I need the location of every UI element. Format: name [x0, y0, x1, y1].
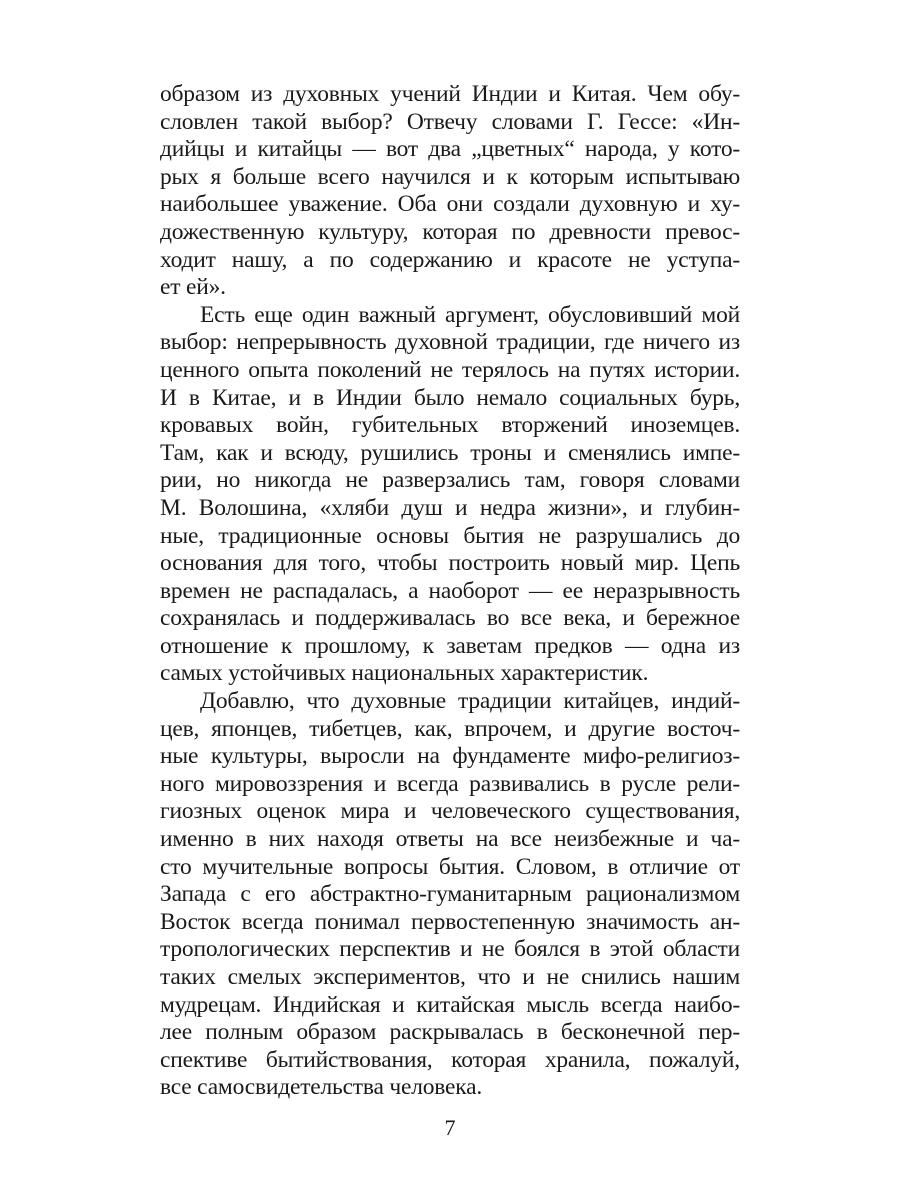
- text-line: ные культуры, выросли на фундаменте мифо-религиоз-: [160, 743, 740, 770]
- text-line: кровавых войн, губительных вторжений иноземцев.: [160, 412, 740, 439]
- text-line: времен не распадалась, а наоборот — ее неразрывность: [160, 577, 740, 604]
- text-line: Там, как и всюду, рушились троны и сменялись импе-: [160, 439, 740, 466]
- text-line: наибольшее уважение. Оба они создали духовную и ху-: [160, 191, 740, 218]
- text-line: именно в них находя ответы на все неизбежные и ча-: [160, 826, 740, 853]
- text-line: все самосвидетельства человека.: [160, 1074, 483, 1101]
- text-line: таких смелых экспериментов, что и не снились нашим: [160, 964, 740, 990]
- text-line: тропологических перспектив и не боялся в этой области: [160, 936, 740, 963]
- text-line: выбор: непрерывность духовной традиции, где ничего из: [160, 329, 740, 356]
- paragraph-3: [160, 688, 740, 1102]
- text-line: М. Волошина, «хляби душ и недра жизни», и глубин-: [160, 494, 740, 521]
- text-line: И в Китае, и в Индии было немало социальных бурь,: [160, 384, 740, 411]
- text-line: ценного опыта поколений не терялось на путях истории.: [160, 356, 740, 383]
- text-line: отношение к прошлому, к заветам предков — одна из: [160, 632, 740, 659]
- text-line: мудрецам. Индийская и китайская мысль всегда наибо-: [160, 991, 740, 1018]
- text-line: дийцы и китайцы — вот два „цветных“ народа, у кото-: [160, 136, 740, 163]
- text-line: рых я больше всего научился и к которым испытываю: [160, 163, 740, 190]
- text-line: ходит нашу, а по содержанию и красоте не уступа-: [160, 246, 740, 273]
- text-line: цев, японцев, тибетцев, как, впрочем, и другие восточ-: [160, 715, 740, 742]
- body-text: [160, 81, 740, 1102]
- text-line: сохранялась и поддерживалась во все века, и бережное: [160, 605, 740, 632]
- text-line: самых устойчивых национальных характеристик.: [160, 660, 649, 687]
- text-line: Есть еще один важный аргумент, обусловивший мой: [200, 301, 740, 328]
- text-line: ные, традиционные основы бытия не разрушались до: [160, 522, 740, 549]
- text-line: Запада с его абстрактно-гуманитарным рационализмом: [160, 881, 740, 908]
- text-line: образом из духовных учений Индии и Китая. Чем обу-: [160, 81, 740, 107]
- text-line: Добавлю, что духовные традиции китайцев, индий-: [200, 688, 740, 715]
- text-line: Восток всегда понимал первостепенную значимость ан-: [160, 908, 740, 935]
- text-line: сто мучительные вопросы бытия. Словом, в отличие от: [160, 853, 740, 880]
- paragraph-1: [160, 81, 740, 302]
- text-line: спективе бытийствования, которая хранила, пожалуй,: [160, 1046, 740, 1073]
- text-line: дожественную культуру, которая по древности превос-: [160, 218, 740, 245]
- paragraph-2: [160, 302, 740, 688]
- text-line: ет ей».: [160, 274, 226, 301]
- text-line: словлен такой выбор? Отвечу словами Г. Гессе: «Ин-: [160, 108, 740, 135]
- text-line: основания для того, чтобы построить новый мир. Цепь: [160, 550, 740, 577]
- page-number: 7: [444, 1115, 456, 1140]
- text-line: рии, но никогда не разверзались там, говоря словами: [160, 467, 740, 494]
- text-line: ного мировоззрения и всегда развивались в русле рели-: [160, 770, 740, 797]
- text-line: лее полным образом раскрывалась в бесконечной пер-: [160, 1019, 740, 1046]
- text-line: гиозных оценок мира и человеческого существования,: [160, 798, 740, 825]
